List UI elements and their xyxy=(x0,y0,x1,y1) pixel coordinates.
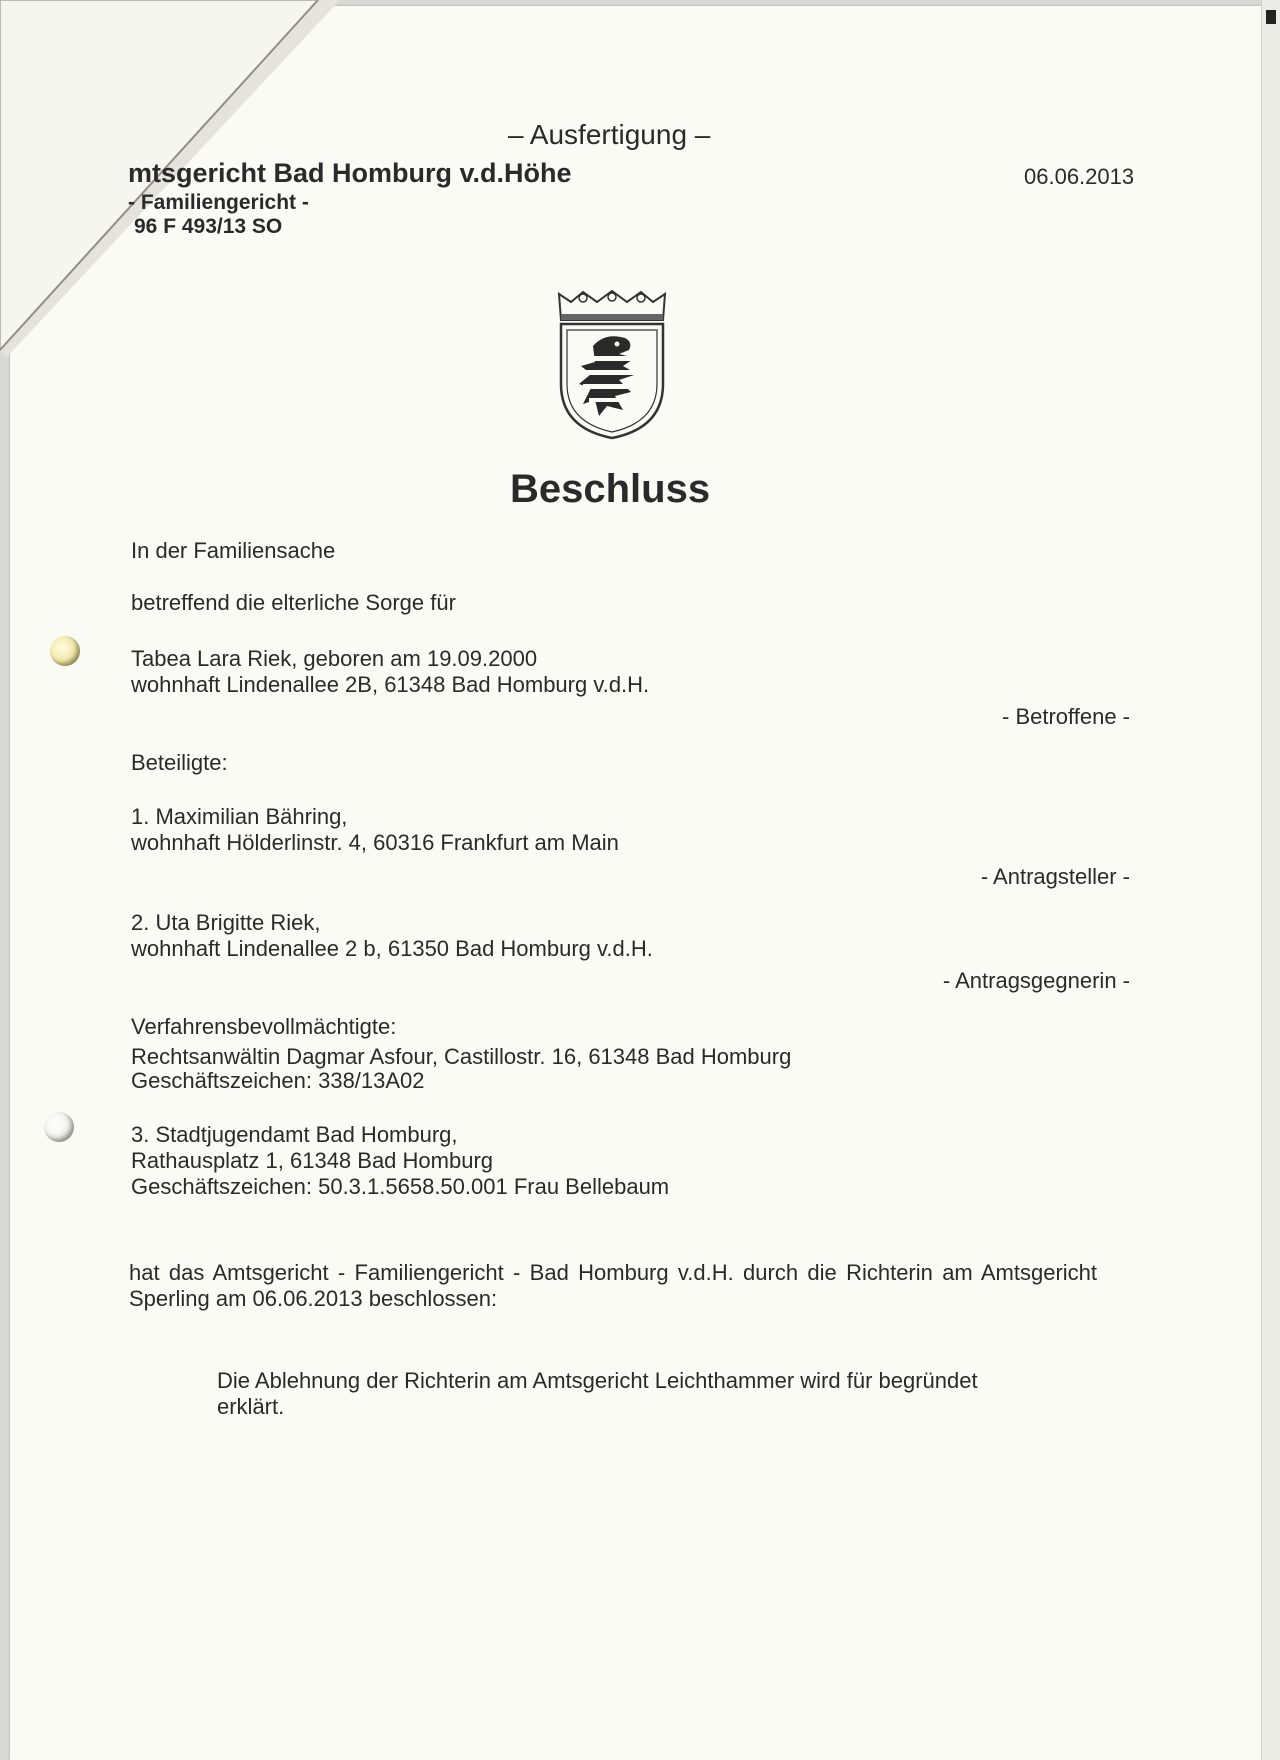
holding-paragraph: hat das Amtsgericht - Familiengericht - Bad Homburg v.d.H. durch die Richterin am Amtsgericht Sperling am 06.06.2013 beschlossen: xyxy=(129,1260,1097,1311)
file-number: 96 F 493/13 SO xyxy=(134,215,283,238)
document-date: 06.06.2013 xyxy=(1024,164,1135,189)
punch-hole xyxy=(44,1112,74,1142)
youth-office-reference: Geschäftszeichen: 50.3.1.5658.50.001 Frau Bellebaum xyxy=(131,1174,670,1199)
decision-paragraph: Die Ablehnung der Richterin am Amtsgericht Leichthammer wird für begründet erklärt. xyxy=(217,1368,978,1419)
scan-mark xyxy=(1266,10,1276,24)
role-label: - Antragsteller - xyxy=(980,864,1130,889)
participant-name: 1. Maximilian Bähring, xyxy=(131,804,348,829)
participant-address: wohnhaft Hölderlinstr. 4, 60316 Frankfurt am Main xyxy=(131,830,619,855)
child-name: Tabea Lara Riek, geboren am 19.09.2000 xyxy=(131,646,538,671)
hesse-coat-of-arms-icon xyxy=(553,288,671,440)
scan-edge-right xyxy=(1261,0,1280,1760)
youth-office-address: Rathausplatz 1, 61348 Bad Homburg xyxy=(131,1148,494,1173)
counsel-label: Verfahrensbevollmächtigte: xyxy=(131,1014,397,1039)
role-label: - Antragsgegnerin - xyxy=(942,968,1130,993)
intro-line: In der Familiensache xyxy=(131,538,336,563)
participant-address: wohnhaft Lindenallee 2 b, 61350 Bad Homburg v.d.H. xyxy=(131,936,653,961)
intro-line: betreffend die elterliche Sorge für xyxy=(131,590,456,615)
participants-label: Beteiligte: xyxy=(131,750,228,775)
counsel-reference: Geschäftszeichen: 338/13A02 xyxy=(131,1068,425,1093)
court-name: mtsgericht Bad Homburg v.d.Höhe xyxy=(128,158,572,188)
child-address: wohnhaft Lindenallee 2B, 61348 Bad Homburg v.d.H. xyxy=(131,672,650,697)
document-title: Beschluss xyxy=(510,467,711,511)
punch-hole xyxy=(50,636,80,666)
court-department: - Familiengericht - xyxy=(128,191,309,214)
role-label: - Betroffene - xyxy=(1002,704,1130,729)
youth-office-name: 3. Stadtjugendamt Bad Homburg, xyxy=(131,1122,458,1147)
ausfertigung-heading: – Ausfertigung – xyxy=(508,119,711,150)
counsel-name: Rechtsanwältin Dagmar Asfour, Castillostr. 16, 61348 Bad Homburg xyxy=(131,1044,792,1069)
participant-name: 2. Uta Brigitte Riek, xyxy=(131,910,321,935)
